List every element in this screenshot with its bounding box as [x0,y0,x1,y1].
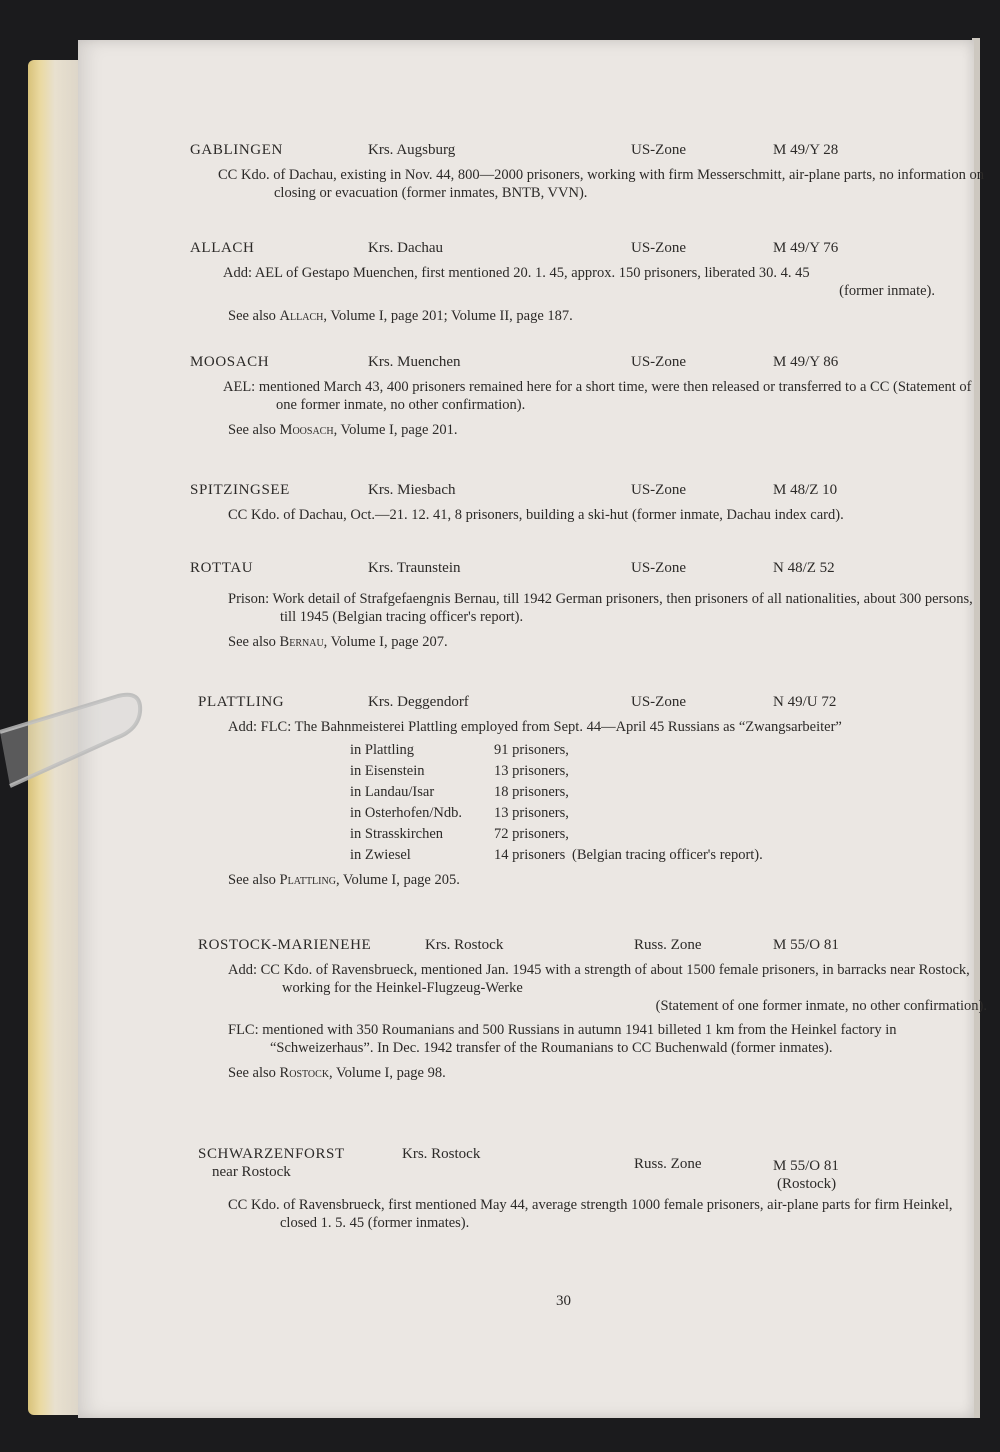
place-name: MOOSACH [190,354,270,370]
map-reference: N 48/Z 52 [773,560,835,576]
district: Krs. Miesbach [368,482,456,498]
entry-label: AEL: [223,379,256,395]
entry-text [223,264,935,300]
document-page [78,40,987,1418]
list-place: in Zwiesel [350,847,411,863]
entry-body: CC Kdo. of Ravensbrueck, mentioned Jan. 1945 with a strength of about 1500 female prisoners, in barracks near Rostock, working for the Heinkel-Flugzeug-Werke [260,962,970,996]
see-also-ref: Allach [279,308,324,324]
see-also-ref: Moosach [279,422,334,438]
entry-header [78,482,974,506]
list-item [350,803,974,824]
entry-header [78,354,974,378]
list-count: 91 prisoners, [494,742,569,758]
entry-header [78,240,974,264]
see-also-pages: , Volume I, page 201; Volume II, page 187. [323,308,573,324]
district: Krs. Traunstein [368,560,461,576]
list-count: 14 prisoners [494,847,566,863]
see-also-ref: Bernau [279,634,324,650]
map-reference: M 49/Y 76 [773,240,839,256]
see-also [228,1065,974,1082]
entry-body: Work detail of Strafgefaengnis Bernau, till 1942 German prisoners, then prisoners of all nationalities, about 300 persons, till 1945 (Belgian tracing officer's report). [272,591,973,625]
entry-text [228,590,985,626]
prisoner-list [350,740,974,866]
entry-text [228,718,940,736]
entry-plattling [78,694,974,889]
zone: US-Zone [631,240,686,256]
see-also-ref: Rostock [279,1065,330,1081]
zone: Russ. Zone [634,937,702,953]
list-place: in Strasskirchen [350,826,444,842]
entry-label: Add: [228,962,257,978]
see-also-pages: , Volume I, page 98. [329,1065,446,1081]
map-reference: M 49/Y 86 [773,354,839,370]
entry-spitzingsee [78,482,974,524]
list-count: 13 prisoners, [494,805,569,821]
list-item [350,845,974,866]
entry-schwarzenforst [78,1146,974,1232]
district: Krs. Augsburg [368,142,456,158]
see-also-pages: , Volume I, page 207. [323,634,448,650]
place-name: ROTTAU [190,560,254,576]
list-place: in Eisenstein [350,763,425,779]
map-reference: M 49/Y 28 [773,142,839,158]
see-also-prefix: See also [228,634,276,650]
see-also [228,872,974,889]
zone: US-Zone [631,142,686,158]
place-name: ROSTOCK-MARIENEHE [198,937,372,953]
entry-text [228,961,987,1015]
entry-gablingen [78,142,984,202]
entry-header [78,560,974,584]
entry-body: FLC: The Bahnmeisterei Plattling employed from Sept. 44—April 45 Russians as “Zwangsarbeiter” [260,719,842,735]
zone: US-Zone [631,694,686,710]
entry-body: mentioned with 350 Roumanians and 500 Russians in autumn 1941 billeted 1 km from the Heinkel factory in “Schweizerhaus”. In Dec. 1942 transfer of the Roumanians to CC Buchenwald (former inmates). [262,1022,897,1056]
entry-body: AEL of Gestapo Muenchen, first mentioned 20. 1. 45, approx. 150 prisoners, liberated 30. 4. 45 [254,265,810,281]
entry-source: (Statement of one former inmate, no other confirmation). [655,998,987,1014]
see-also [228,308,974,325]
entry-rottau [78,560,974,651]
map-reference: M 55/O 81 [773,1158,839,1174]
map-reference: N 49/U 72 [773,694,837,710]
list-item [350,740,974,761]
paper-clip [0,690,155,800]
list-count: 18 prisoners, [494,784,569,800]
place-name: PLATTLING [198,694,285,710]
zone: US-Zone [631,354,686,370]
list-source: (Belgian tracing officer's report). [572,847,763,863]
entry-label: FLC: [228,1022,259,1038]
district: Krs. Rostock [402,1146,481,1162]
entry-source: (former inmate). [839,283,935,299]
district: Krs. Deggendorf [368,694,469,710]
page-number: 30 [556,1293,571,1309]
see-also [228,422,974,439]
see-also [228,634,974,651]
entry-header [78,1146,974,1192]
entry-text: CC Kdo. of Ravensbrueck, first mentioned May 44, average strength 1000 female prisoners, air-plane parts for firm Heinkel, closed 1. 5. 45 (former inmates). [228,1197,953,1231]
list-place: in Osterhofen/Ndb. [350,805,462,821]
district: Krs. Dachau [368,240,443,256]
see-also-prefix: See also [228,1065,276,1081]
list-count: 13 prisoners, [494,763,569,779]
entry-text [223,378,988,414]
see-also-pages: , Volume I, page 201. [333,422,458,438]
entry-label: Add: [228,719,257,735]
see-also-ref: Plattling [279,872,336,888]
zone: US-Zone [631,482,686,498]
entry-rostock-marienehe [78,937,987,1082]
entry-label: Prison: [228,591,270,607]
see-also-prefix: See also [228,422,276,438]
see-also-prefix: See also [228,872,276,888]
map-reference-note: (Rostock) [777,1176,837,1192]
place-subtitle: near Rostock [212,1164,291,1180]
see-also-pages: , Volume I, page 205. [335,872,460,888]
list-place: in Landau/Isar [350,784,435,800]
list-item [350,761,974,782]
list-place: in Plattling [350,742,415,758]
entry-text: CC Kdo. of Dachau, existing in Nov. 44, 800—2000 prisoners, working with firm Messerschmitt, air-plane parts, no information on closing or evacuation (former inmates, BNTB, VVN). [218,167,984,201]
entry-body: mentioned March 43, 400 prisoners remained here for a short time, were then released or transferred to a CC (Statement of one former inmate, no other confirmation). [258,379,972,413]
see-also-prefix: See also [228,308,276,324]
entry-header [78,142,974,166]
zone: US-Zone [631,560,686,576]
district: Krs. Rostock [425,937,504,953]
map-reference: M 55/O 81 [773,937,839,953]
list-count: 72 prisoners, [494,826,569,842]
zone: Russ. Zone [634,1156,702,1172]
entry-header [78,937,974,961]
entry-label: Add: [223,265,252,281]
list-item [350,782,974,803]
place-name: SPITZINGSEE [190,482,290,498]
entry-moosach [78,354,974,439]
place-name: GABLINGEN [190,142,283,158]
entry-text-2 [228,1021,987,1057]
place-name: SCHWARZENFORST [198,1146,345,1162]
list-item [350,824,974,845]
place-name: ALLACH [190,240,255,256]
entry-text: CC Kdo. of Dachau, Oct.—21. 12. 41, 8 prisoners, building a ski-hut (former inmate, Dachau index card). [228,507,844,523]
district: Krs. Muenchen [368,354,461,370]
map-reference: M 48/Z 10 [773,482,838,498]
entry-header [78,694,974,718]
entry-allach [78,240,974,325]
